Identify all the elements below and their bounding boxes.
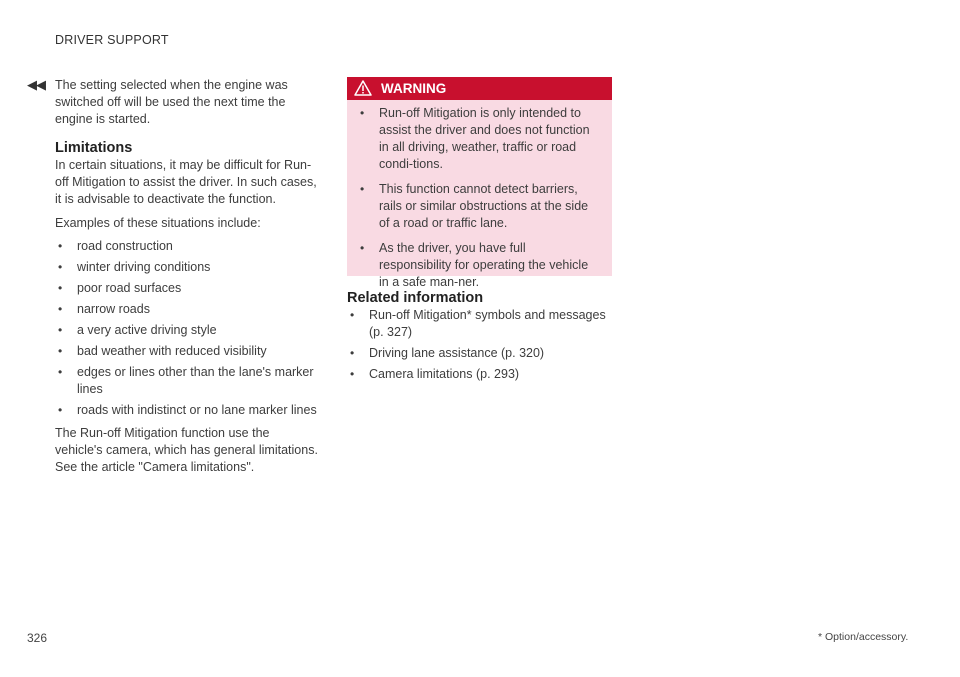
list-item — [55, 259, 320, 276]
bullet-icon: • — [360, 106, 365, 120]
list-item-text: poor road surfaces — [77, 281, 182, 295]
bullet-icon: • — [58, 260, 63, 274]
list-item — [55, 280, 320, 297]
list-item-text: Run-off Mitigation is only intended to assist the driver and does not function in all driving, weather, traffic or road condi-tions. — [379, 106, 590, 171]
warning-box — [347, 77, 612, 289]
bullet-icon: • — [350, 367, 355, 381]
list-item — [55, 402, 320, 419]
bullet-icon: • — [58, 365, 63, 379]
limitations-heading: Limitations — [55, 140, 133, 156]
list-item-text: roads with indistinct or no lane marker lines — [77, 403, 317, 417]
bullet-icon: • — [58, 281, 63, 295]
list-item-text: This function cannot detect barriers, rails or similar obstructions at the side of a road or traffic lane. — [379, 182, 589, 230]
list-item — [55, 301, 320, 318]
related-link-text[interactable]: Driving lane assistance (p. 320) — [369, 346, 545, 360]
related-link-text[interactable]: Run-off Mitigation* symbols and messages (p. 327) — [369, 308, 606, 339]
limitations-list — [55, 238, 320, 419]
warning-triangle-icon — [354, 80, 372, 96]
list-item — [55, 238, 320, 255]
bullet-icon: • — [58, 344, 63, 358]
bullet-icon: • — [360, 241, 365, 255]
related-list — [347, 307, 612, 383]
section-header: DRIVER SUPPORT — [55, 33, 169, 47]
related-link[interactable] — [347, 345, 612, 362]
list-item — [357, 240, 598, 291]
bullet-icon: • — [350, 308, 355, 322]
bullet-icon: • — [58, 302, 63, 316]
related-link-text[interactable]: Camera limitations (p. 293) — [369, 367, 520, 381]
related-link[interactable] — [347, 366, 612, 383]
related-link[interactable] — [347, 307, 612, 341]
bullet-icon: • — [58, 239, 63, 253]
list-item — [55, 364, 320, 398]
examples-intro: Examples of these situations include: — [55, 216, 261, 230]
left-column — [55, 77, 320, 476]
bullet-icon: • — [58, 403, 63, 417]
list-item — [55, 343, 320, 360]
list-item — [357, 181, 598, 232]
list-item-text: As the driver, you have full responsibility for operating the vehicle in a safe man-ner. — [379, 241, 589, 289]
list-item-text: edges or lines other than the lane's marker lines — [77, 365, 314, 396]
list-item-text: a very active driving style — [77, 323, 217, 337]
list-item-text: winter driving conditions — [77, 260, 211, 274]
related-heading: Related information — [347, 290, 484, 306]
bullet-icon: • — [360, 182, 365, 196]
related-information — [347, 289, 612, 387]
list-item-text: narrow roads — [77, 302, 150, 316]
list-item-text: bad weather with reduced visibility — [77, 344, 267, 358]
closing-paragraph: The Run-off Mitigation function use the vehicle's camera, which has general limitations. See the article "Camera limitations". — [55, 426, 318, 474]
warning-header — [347, 77, 612, 100]
intro-paragraph: The setting selected when the engine was switched off will be used the next time the engine is started. — [55, 78, 288, 126]
bullet-icon: • — [58, 323, 63, 337]
warning-list — [347, 100, 612, 291]
continued-marker: ◀◀ — [27, 77, 45, 92]
list-item — [55, 322, 320, 339]
bullet-icon: • — [350, 346, 355, 360]
page-number: 326 — [27, 631, 48, 645]
footnote: * Option/accessory. — [818, 631, 909, 643]
limitations-paragraph: In certain situations, it may be difficult for Run-off Mitigation to assist the driver. In such cases, it is advisable to deactivate the function. — [55, 158, 317, 206]
list-item-text: road construction — [77, 239, 173, 253]
list-item — [357, 105, 598, 173]
warning-title: WARNING — [381, 81, 447, 96]
